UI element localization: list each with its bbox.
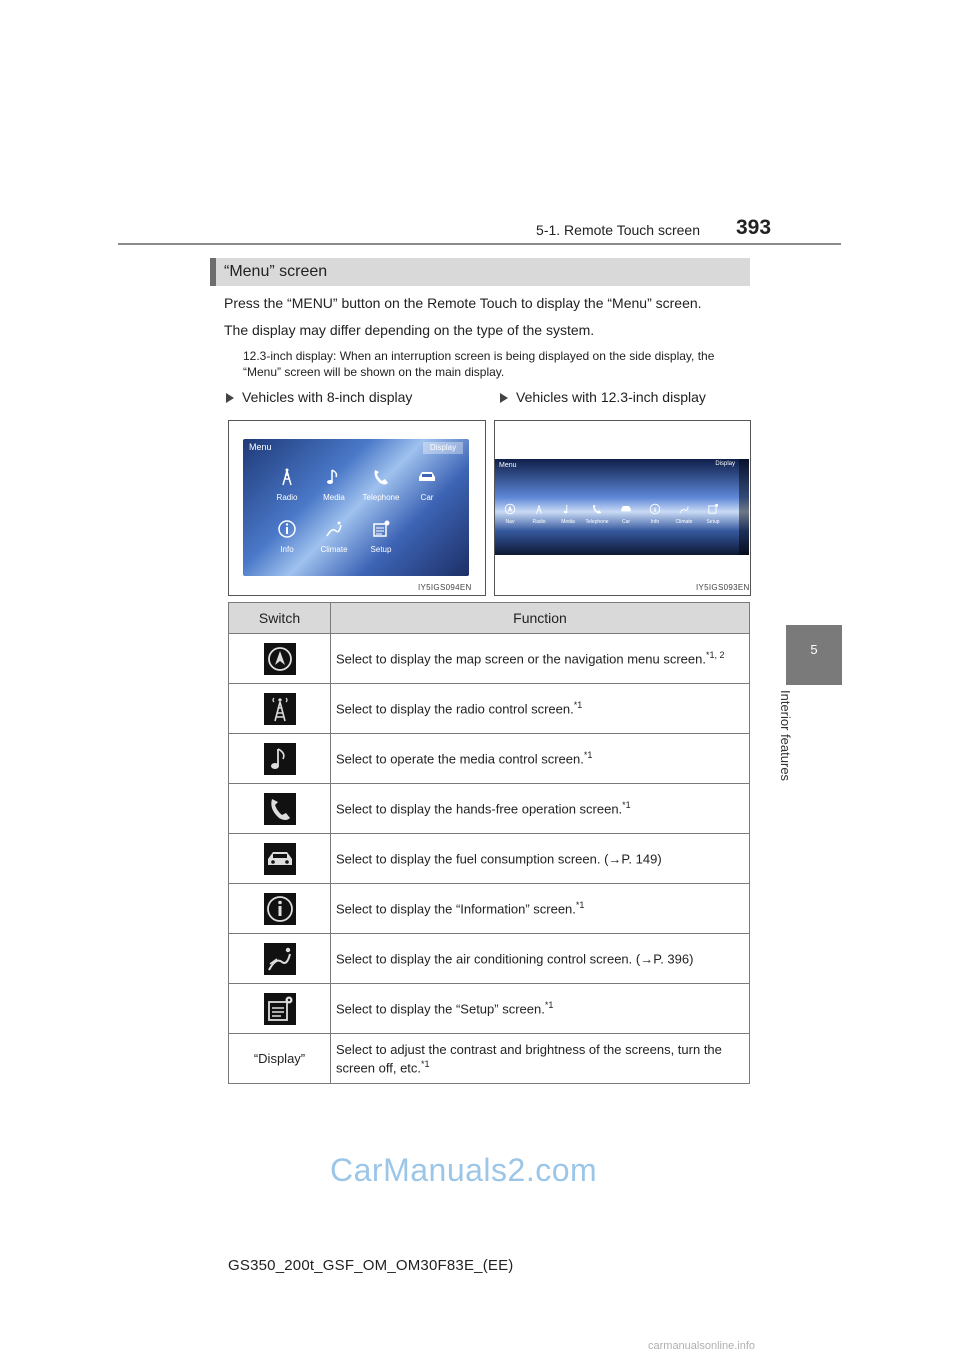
tile-info-label: Info xyxy=(280,545,294,554)
table-row xyxy=(229,934,750,984)
side-icon-rail xyxy=(739,459,749,555)
table-row xyxy=(229,634,750,684)
table-row xyxy=(229,884,750,934)
function-cell xyxy=(331,834,750,884)
tile-car xyxy=(403,467,451,502)
screen-menu-label: Menu xyxy=(499,462,517,469)
triangle-bullet-icon xyxy=(500,393,508,403)
tile-nav-label: Nav xyxy=(505,519,515,525)
tile-setup xyxy=(357,519,405,554)
page-number: 393 xyxy=(736,216,772,239)
radio-icon xyxy=(533,503,545,515)
subhead-8inch xyxy=(226,389,412,405)
function-cell xyxy=(331,884,750,934)
subhead-12inch-text: Vehicles with 12.3-inch display xyxy=(516,389,706,405)
function-text: Select to display the “Setup” screen. xyxy=(336,1001,545,1017)
info-icon xyxy=(264,893,296,925)
climate-icon xyxy=(324,519,344,539)
setup-icon xyxy=(707,503,719,515)
climate-switch xyxy=(264,943,296,975)
screenshot-code-12inch: IY5IGS093EN xyxy=(696,583,750,592)
table-header-row xyxy=(229,603,750,634)
menu-screen-12inch xyxy=(495,459,749,555)
function-text: Select to display the fuel consumption screen. (→P. 149) xyxy=(336,851,662,867)
watermark-footer: carmanualsonline.info xyxy=(648,1340,756,1352)
function-text: Select to display the map screen or the navigation menu screen. xyxy=(336,651,706,667)
function-text: Select to adjust the contrast and brightness of the screens, turn the screen off, etc. xyxy=(336,1041,722,1076)
radio-icon xyxy=(277,467,297,487)
telephone-switch xyxy=(264,793,296,825)
media-icon xyxy=(324,467,344,487)
switch-cell xyxy=(229,684,331,734)
tile-info xyxy=(263,519,311,554)
setup-icon xyxy=(371,519,391,539)
tile-radio xyxy=(263,467,311,502)
watermark: CarManuals2.com xyxy=(330,1152,598,1188)
tile-climate xyxy=(310,519,358,554)
tile-setup-12 xyxy=(700,503,726,525)
nav-icon xyxy=(264,643,296,675)
tile-radio-12-label: Radio xyxy=(532,519,546,525)
header-rule xyxy=(118,243,841,245)
tile-climate-12 xyxy=(671,503,697,525)
footnote-ref: *1 xyxy=(583,750,593,761)
tile-car-12 xyxy=(613,503,639,525)
screenshot-code-8inch: IY5IGS094EN xyxy=(418,583,472,592)
switch-cell xyxy=(229,984,331,1034)
switch-cell xyxy=(229,834,331,884)
screenshot-8inch xyxy=(228,420,486,596)
intro-text: Press the “MENU” button on the Remote Touch to display the “Menu” screen. xyxy=(224,295,702,311)
function-cell xyxy=(331,934,750,984)
nav-switch xyxy=(264,643,296,675)
footnote-ref: *1 xyxy=(421,1058,430,1069)
footnote-ref: *1, 2 xyxy=(706,650,725,661)
table-row xyxy=(229,684,750,734)
screen-display-button: Display xyxy=(715,461,735,467)
switch-cell xyxy=(229,884,331,934)
switch-cell xyxy=(229,734,331,784)
table-row xyxy=(229,1034,750,1084)
function-cell xyxy=(331,734,750,784)
function-cell xyxy=(331,784,750,834)
tile-car-12-label: Car xyxy=(621,519,631,525)
info-switch xyxy=(264,893,296,925)
car-switch xyxy=(264,843,296,875)
section-title-accent xyxy=(210,258,216,286)
function-cell xyxy=(331,684,750,734)
table-row xyxy=(229,734,750,784)
screen-display-button: Display xyxy=(423,442,463,454)
car-icon xyxy=(620,503,632,515)
note-lead: The display may differ depending on the type of the system. xyxy=(224,322,595,338)
function-text: Select to display the hands-free operation screen. xyxy=(336,801,623,817)
footnote-ref: *1 xyxy=(544,1000,554,1011)
tile-nav xyxy=(497,503,523,525)
screen-menu-label: Menu xyxy=(249,442,272,452)
footnote-ref: *1 xyxy=(575,900,585,911)
switch-cell xyxy=(229,784,331,834)
function-cell xyxy=(331,1034,750,1084)
info-icon xyxy=(277,519,297,539)
function-cell xyxy=(331,634,750,684)
climate-icon xyxy=(678,503,690,515)
tile-setup-12-label: Setup xyxy=(706,519,720,525)
climate-icon xyxy=(264,943,296,975)
media-switch xyxy=(264,743,296,775)
triangle-bullet-icon xyxy=(226,393,234,403)
tile-info-12 xyxy=(642,503,668,525)
radio-icon xyxy=(264,693,296,725)
chapter-tab: 5 xyxy=(786,625,842,685)
footnote-ref: *1 xyxy=(573,700,583,711)
switch-cell xyxy=(229,634,331,684)
setup-icon xyxy=(264,993,296,1025)
switch-function-table xyxy=(228,602,750,1084)
function-text: Select to operate the media control screen. xyxy=(336,751,584,767)
telephone-icon xyxy=(264,793,296,825)
header-switch: Switch xyxy=(229,603,331,634)
radio-switch xyxy=(264,693,296,725)
tile-info-12-label: Info xyxy=(650,519,660,525)
document-code: GS350_200t_GSF_OM_OM30F83E_(EE) xyxy=(228,1257,514,1274)
chapter-label-text: Interior features xyxy=(778,690,793,782)
tile-media xyxy=(310,467,358,502)
note-text: 12.3-inch display: When an interruption screen is being displayed on the side display, the “Menu” screen will be shown on the main display. xyxy=(243,349,715,379)
table-row xyxy=(229,984,750,1034)
table-row xyxy=(229,784,750,834)
tile-media-label: Media xyxy=(323,493,345,502)
info-icon xyxy=(649,503,661,515)
chapter-label xyxy=(778,690,807,800)
telephone-icon xyxy=(371,467,391,487)
switch-cell xyxy=(229,934,331,984)
media-icon xyxy=(264,743,296,775)
subhead-8inch-text: Vehicles with 8-inch display xyxy=(242,389,413,405)
section-header: 5-1. Remote Touch screen xyxy=(536,222,700,238)
footnote-ref: *1 xyxy=(622,800,631,811)
tile-climate-12-label: Climate xyxy=(675,519,693,525)
function-cell xyxy=(331,984,750,1034)
tile-media-12-label: Media xyxy=(561,519,575,525)
tile-telephone-12 xyxy=(584,503,610,525)
function-text: Select to display the air conditioning control screen. (→P. 396) xyxy=(336,951,694,967)
subhead-12inch xyxy=(500,389,706,405)
tile-radio-label: Radio xyxy=(276,493,298,502)
telephone-icon xyxy=(591,503,603,515)
tile-media-12 xyxy=(555,503,581,525)
function-text: Select to display the “Information” screen. xyxy=(336,901,576,917)
menu-screen-8inch xyxy=(243,439,469,576)
tile-telephone-label: Telephone xyxy=(362,493,400,502)
function-text: Select to display the radio control screen. xyxy=(336,701,574,717)
setup-switch xyxy=(264,993,296,1025)
section-title: “Menu” screen xyxy=(224,263,328,280)
table-row xyxy=(229,834,750,884)
nav-icon xyxy=(504,503,516,515)
car-icon xyxy=(417,467,437,487)
tile-car-label: Car xyxy=(420,493,434,502)
section-title-bar xyxy=(210,258,750,286)
car-icon xyxy=(264,843,296,875)
tile-climate-label: Climate xyxy=(320,545,348,554)
tile-telephone-12-label: Telephone xyxy=(585,519,609,525)
screenshot-12inch xyxy=(494,420,751,596)
header-function: Function xyxy=(331,603,750,634)
tile-setup-label: Setup xyxy=(370,545,392,554)
tile-telephone xyxy=(357,467,405,502)
media-icon xyxy=(562,503,574,515)
tile-radio-12 xyxy=(526,503,552,525)
display-switch-cell: “Display” xyxy=(229,1034,331,1084)
